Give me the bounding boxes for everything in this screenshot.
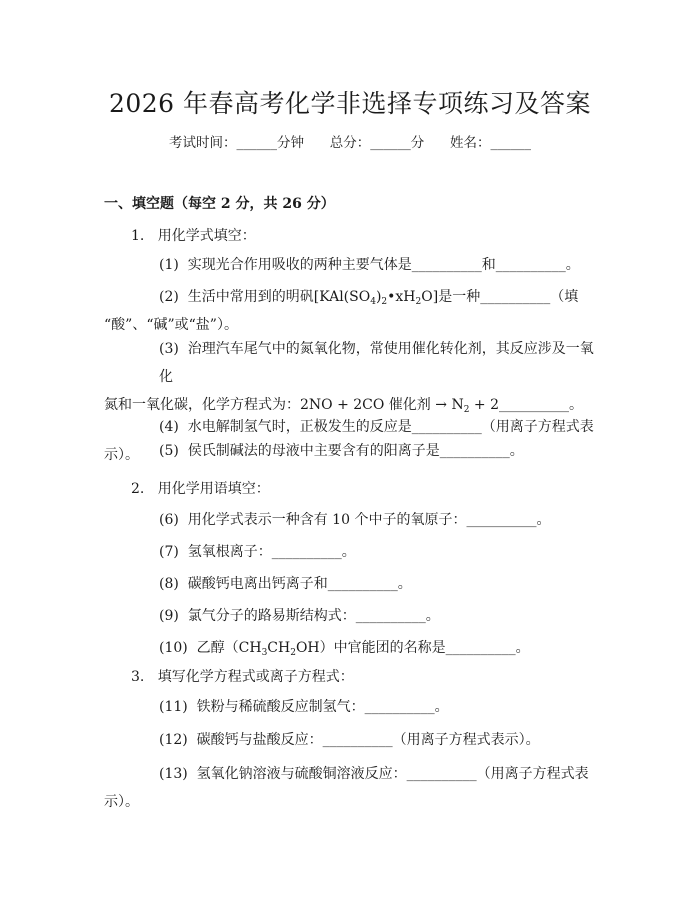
exam-meta-line: 考试时间：______分钟 总分：______分 姓名：______: [169, 135, 531, 151]
question-10-text-c: OH）中官能团的名称是__________。: [295, 640, 530, 656]
question-12: (12) 碳酸钙与盐酸反应：__________（用离子方程式表示）。: [159, 732, 540, 748]
question-3: [104, 335, 604, 419]
question-10-text-b: CH: [267, 640, 291, 656]
question-8: (8) 碳酸钙电离出钙离子和__________。: [159, 576, 412, 592]
question-10-text-a: (10) 乙醇（CH: [159, 640, 262, 656]
question-5: (5) 侯氏制碱法的母液中主要含有的阳离子是__________。: [159, 443, 524, 459]
question-10: [159, 634, 604, 662]
question-2-text-e: “酸”、“碱”或“盐”）。: [104, 317, 238, 333]
group-heading-3: 3. 填写化学方程式或离子方程式：: [131, 669, 354, 685]
question-13-text-b: 示）。: [104, 794, 139, 810]
subscript-2: 2: [381, 297, 388, 307]
group-heading-1: 1. 用化学式填空：: [131, 228, 256, 244]
group-heading-2: 2. 用化学用语填空：: [131, 481, 270, 497]
subscript-2: 2: [463, 405, 470, 415]
question-9: (9) 氯气分子的路易斯结构式：__________。: [159, 608, 440, 624]
subscript-2: 2: [415, 297, 422, 307]
subscript-2: 2: [290, 648, 296, 658]
question-2-text-d: O]是一种__________（填: [421, 289, 579, 305]
question-11: (11) 铁粉与稀硫酸反应制氢气：__________。: [159, 699, 449, 715]
question-4-text-b: 示）。: [104, 447, 139, 463]
question-3-text-a: (3) 治理汽车尾气中的氮氧化物，常使用催化转化剂，其反应涉及一氧化: [159, 341, 594, 385]
question-13: [104, 760, 604, 816]
question-6: (6) 用化学式表示一种含有 10 个中子的氧原子：__________。: [159, 512, 551, 528]
question-2-text-c: •xH: [387, 289, 416, 305]
section-heading: 一、填空题（每空 2 分，共 26 分）: [104, 196, 335, 212]
subscript-4: 4: [370, 297, 376, 307]
question-4-text-a: (4) 水电解制氢气时，正极发生的反应是__________（用离子方程式表: [159, 419, 594, 435]
question-1: (1) 实现光合作用吸收的两种主要气体是__________和__________。: [159, 257, 580, 273]
question-2-text-b: ): [375, 289, 382, 305]
page-title: 2026 年春高考化学非选择专项练习及答案: [108, 89, 592, 118]
subscript-3: 3: [261, 648, 268, 658]
question-2-text-a: (2) 生活中常用到的明矾[KAl(SO: [159, 289, 371, 305]
question-3-text-b: 氮和一氧化碳，化学方程式为：2NO + 2CO 催化剂 → N: [104, 397, 464, 413]
question-7: (7) 氢氧根离子：__________。: [159, 544, 356, 560]
question-3-text-c: + 2__________。: [469, 397, 583, 413]
question-2: [104, 283, 604, 339]
question-13-text-a: (13) 氢氧化钠溶液与硫酸铜溶液反应：__________（用离子方程式表: [159, 766, 589, 782]
